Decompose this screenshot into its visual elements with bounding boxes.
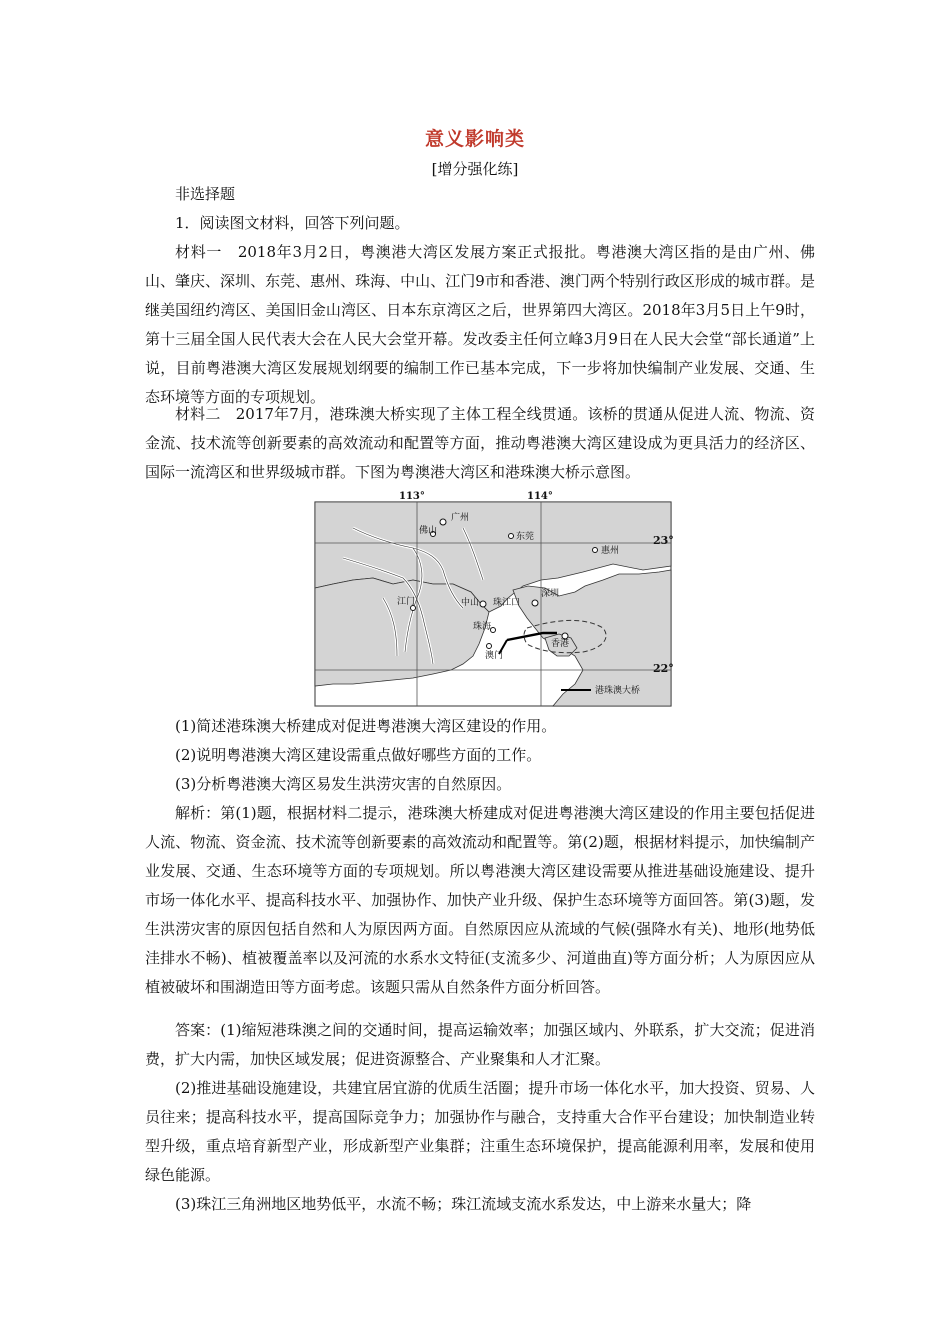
aomen-marker [487, 644, 492, 649]
huizhou-marker [593, 548, 598, 553]
question-2: (2)说明粤港澳大湾区建设需重点做好哪些方面的工作。 [175, 746, 542, 764]
material-one: 材料一 2018年3月2日，粤澳港大湾区发展方案正式报批。粤港澳大湾区指的是由广州、佛山、肇庆、深圳、东莞、惠州、珠海、中山、江门9市和香港、澳门两个特别行政区形成的城市群。是继美国纽约湾区、美国旧金山湾区、日本东京湾区之后，世界第四大湾区。2018年3月5日上午9时，第十三届全国人民代表大会在人民大会堂开幕。发改委主任何立峰3月9日在人民大会堂“部长通道”上说，目前粤港澳大湾区发展规划纲要的编制工作已基本完成，下一步将加快编制产业发展、交通、生态环境等方面的专项规划。 [145, 243, 815, 406]
zhongshan-marker [480, 601, 486, 607]
zhuhai-label: 珠海 [473, 622, 492, 632]
huizhou-label: 惠州 [601, 546, 620, 556]
foshan-label: 佛山 [419, 526, 438, 536]
lat-22-label: 22° [653, 662, 674, 675]
zhuhai-marker [491, 628, 496, 633]
lat-23-label: 23° [653, 534, 674, 547]
lon-114-label: 114° [527, 491, 553, 502]
page-subtitle: [增分强化练] [431, 160, 519, 178]
shenzhen-marker [532, 600, 538, 606]
question-3: (3)分析粤港澳大湾区易发生洪涝灾害的自然原因。 [175, 775, 512, 793]
jiangmen-label: 江门 [397, 597, 416, 607]
analysis-text: 解析：第(1)题，根据材料二提示，港珠澳大桥建成对促进粤港澳大湾区建设的作用主要包括促进人流、物流、资金流、技术流等创新要素的高效流动和配置等。第(2)题，根据材料提示，加快编制产业发展、交通、生态环境等方面的专项规划。所以粤港澳大湾区建设需要从推进基础设施建设、提升市场一体化水平、提高科技水平、加强协作、加快产业升级、保护生态环境等方面回答。第(3)题，发生洪涝灾害的原因包括自然和人为原因两方面。自然原因应从流域的气候(强降水有关)、地形(地势低洼排水不畅)、植被覆盖率以及河流的水系水文特征(支流多少、河道曲直)等方面分析；人为原因应从植被破坏和围湖造田等方面考虑。该题只需从自然条件方面分析回答。 [145, 804, 815, 996]
lon-113-label: 113° [399, 491, 425, 502]
dongguan-marker [509, 534, 514, 539]
bay-area-map [313, 488, 673, 708]
answer-2: (2)推进基础设施建设，共建宜居宜游的优质生活圈；提升市场一体化水平，加大投资、贸易、人员往来；提高科技水平，提高国际竞争力；加强协作与融合，支持重大合作平台建设；加快制造业转型升级，重点培育新型产业，形成新型产业集群；注重生态环境保护，提高能源利用率，发展和使用绿色能源。 [145, 1079, 815, 1184]
zhongshan-label: 中山 [461, 598, 480, 608]
material-two: 材料二 2017年7月，港珠澳大桥实现了主体工程全线贯通。该桥的贯通从促进人流、物流、资金流、技术流等创新要素的高效流动和配置等方面，推动粤港澳大湾区建设成为更具活力的经济区、国际一流湾区和世界级城市群。下图为粤澳港大湾区和港珠澳大桥示意图。 [145, 405, 815, 481]
legend-label: 港珠澳大桥 [595, 686, 641, 696]
shenzhen-label: 深圳 [541, 589, 560, 599]
answer-1: 答案：(1)缩短港珠澳之间的交通时间，提高运输效率；加强区域内、外联系，扩大交流；促进消费，扩大内需，加快区域发展；促进资源整合、产业聚集和人才汇聚。 [145, 1021, 815, 1068]
guangzhou-label: 广州 [451, 513, 470, 523]
guangzhou-marker [440, 519, 446, 525]
answer-3: (3)珠江三角洲地区地势低平，水流不畅；珠江流域支流水系发达，中上游来水量大；降 [175, 1195, 752, 1213]
dongguan-label: 东莞 [516, 532, 535, 542]
page-title: 意义影响类 [424, 128, 525, 150]
question-1: (1)简述港珠澳大桥建成对促进粤港澳大湾区建设的作用。 [175, 717, 557, 735]
section-heading: 非选择题 [175, 185, 236, 203]
question-intro: 1．阅读图文材料，回答下列问题。 [175, 214, 410, 232]
zhujiangkou-label: 珠江口 [493, 598, 521, 608]
xianggang-label: 香港 [551, 639, 570, 649]
aomen-label: 澳门 [485, 651, 504, 661]
